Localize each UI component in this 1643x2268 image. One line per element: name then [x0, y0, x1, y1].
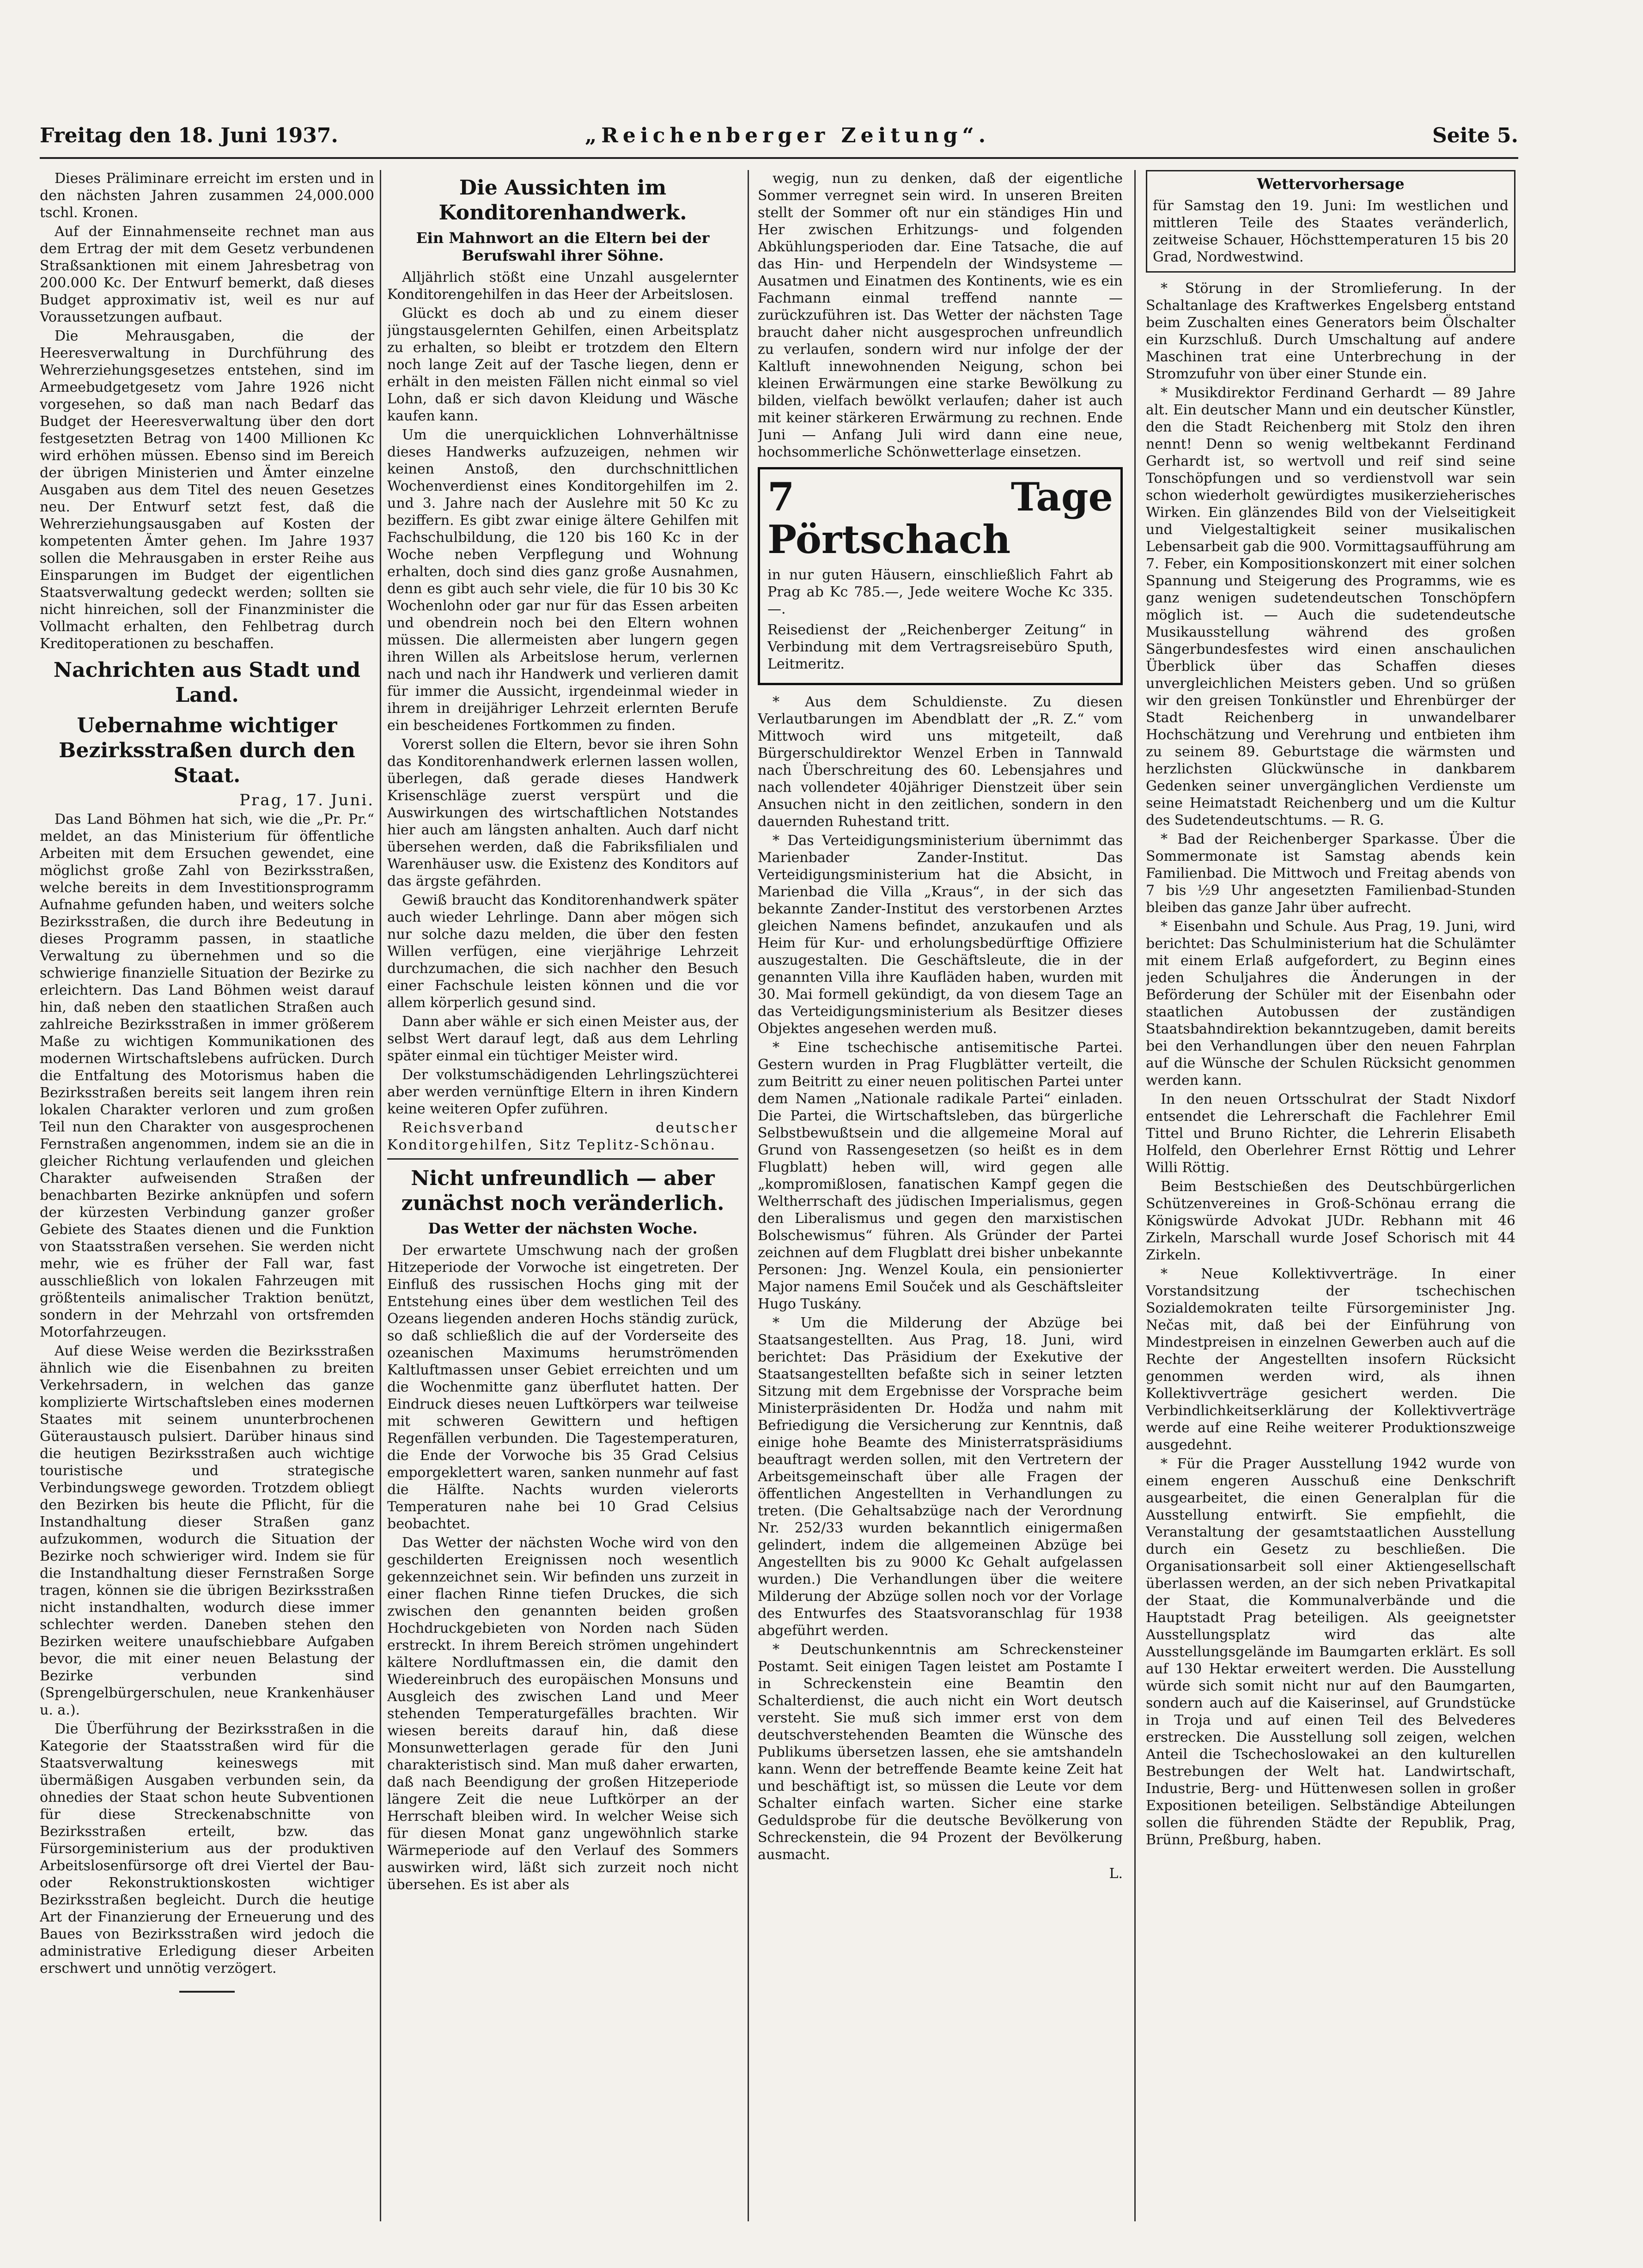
news-item: Beim Bestschießen des Deutschbürgerlichen Schützenvereines in Groß-Schönau errang die Königswürde Advokat JUDr. Rebhann mit 46 Zirkeln, Marschall wurde Josef Schorisch mit 44 Zirkeln.	[1146, 1179, 1515, 1263]
section-title: Nachrichten aus Stadt und Land.	[53, 658, 361, 707]
budget-paragraph-2: Auf der Einnahmenseite rechnet man aus dem Ertrag der mit dem Gesetz verbundenen Straßsanktionen mit einem Jahresbetrag von 200.000 Kc. Der Entwurf bemerkt, daß dieses Budget approximativ ist, weil es nur auf Voraussetzungen aufbaut.	[40, 224, 374, 325]
column-rule	[380, 170, 381, 2221]
ad-text: in nur guten Häusern, einschließlich Fahrt ab Prag ab Kc 785.—, Jede weitere Woche Kc 335.—.	[767, 567, 1113, 617]
end-separator	[179, 1991, 235, 1993]
article-headline: Uebernahme wichtiger Bezirksstraßen durch den Staat.	[59, 714, 355, 787]
newspaper-name: „Reichenberger Zeitung“.	[585, 124, 991, 147]
article-paragraph: Dann aber wähle er sich einen Meister aus, der selbst Wert darauf legt, daß aus dem Lehrling später einmal ein tüchtiger Meister wird.	[387, 1014, 738, 1064]
article-paragraph: Gewiß braucht das Konditorenhandwerk später auch wieder Lehrlinge. Dann aber mögen sich nur solche dazu melden, die über den festen Willen verfügen, eine vierjährige Lehrzeit durchzumachen, die sich nachher den Besuch einer Fachschule leisten können und die vor allem körperlich gesund sind.	[387, 892, 738, 1011]
ad-text: Reisedienst der „Reichenberger Zeitung“ in Verbindung mit dem Vertragsreisebüro Sputh, Leitmeritz.	[767, 622, 1113, 672]
article-paragraph: Um die unerquicklichen Lohnverhältnisse dieses Handwerks aufzuzeigen, nehmen wir keinen Anstoß, den durchschnittlichen Wochenverdienst eines Konditorgehilfen im 2. und 3. Jahre nach der Auslehre mit 50 Kc zu beziffern. Es gibt zwar einige ältere Gehilfen mit Fachschulbildung, die 120 bis 160 Kc in der Woche neben Verpflegung und Wohnung erhalten, doch sind dies ganz große Ausnahmen, denn es gibt auch sehr viele, die für 10 bis 30 Kc Wochenlohn oder gar nur für das Essen arbeiten und obendrein noch bei den Eltern wohnen müssen. Die allermeisten aber lungern gegen ihren Willen als Arbeitslose herum, verlernen nach und nach ihr Handwerk und verlieren damit für immer die Aussicht, irgendeinmal wieder in ihrem in dreijähriger Lehrzeit erlernten Berufe ein bescheidenes Fortkommen zu finden.	[387, 427, 738, 734]
header-rule	[40, 157, 1518, 159]
column-3	[758, 170, 1123, 2231]
news-item: * Eine tschechische antisemitische Partei. Gestern wurden in Prag Flugblätter verteilt, die zum Beitritt zu einer neuen politischen Partei unter dem Namen „Nationale radikale Partei“ einladen. Die Partei, die Wirtschaftsleben, das bürgerliche Selbstbewußtsein und die allgemeine Moral auf Grund von Rassengesetzen (so heißt es in dem Flugblatt) heben will, wird gegen alle „kompromißlosen, fanatischen Kampf gegen die Weltherrschaft des jüdischen Imperialismus, gegen den Liberalismus und gegen den marxistischen Bolschewismus“ führen. Als Gründer der Partei zeichnen auf dem Flugblatt drei bisher unbekannte Personen: Jng. Wenzel Koula, ein pensionierter Major namens Emil Souček und als Geschäftsleiter Hugo Tuskány.	[758, 1040, 1123, 1312]
page-header	[40, 124, 1518, 156]
budget-paragraph-3: Die Mehrausgaben, die der Heeresverwaltung in Durchführung des Wehrerziehungsgesetzes entstehen, sind im Armeebudgetgesetz vom Jahre 1926 nicht vorgesehen, so daß man nach Bedarf das Budget der Heeresverwaltung über den dort festgesetzten Betrag von 1400 Millionen Kc wird erhöhen müssen. Ebenso sind im Bereich der übrigen Ministerien und Ämter einzelne Ausgaben aus dem Titel des neuen Gesetzes neu. Der Entwurf setzt fest, daß die Wehrerziehungsausgaben auf Kosten der kompetenten Ämter gehen. Im Jahre 1937 sollen die Mehrausgaben in erster Reihe aus Einsparungen im Budget der eigentlichen Staatsverwaltung gedeckt werden; sollten sie nicht hinreichen, soll der Finanzminister die Vollmacht erhalten, den Fehlbetrag durch Kreditoperationen zu beschaffen.	[40, 328, 374, 652]
weather-continuation: wegig, nun zu denken, daß der eigentliche Sommer verregnet sein wird. In unseren Breiten stellt der Sommer oft nur ein ständiges Hin und Her zwischen Erhitzungs- und folgenden Abkühlungsperioden dar. Eine Tatsache, die auf das Hin- und Herpendeln der Windsysteme — Ausatmen und Einatmen des Kontinents, wie es ein Fachmann einmal treffend nannte — zurückzuführen ist. Das Wetter der nächsten Tage braucht daher nicht ausgesprochen unfreundlich zu verlaufen, sondern wird nur infolge der der Kaltluft innewohnenden Neigung, schon bei kleinen Erwärmungen eine starke Bewölkung zu bilden, vielfach bewölkt verlaufen; daher ist auch mit keiner stärkeren Erwärmung zu rechnen. Ende Juni — Anfang Juli wird dann eine neue, hochsommerliche Schönwetterlage einsetzen.	[758, 170, 1123, 460]
column-rule	[1134, 170, 1136, 2221]
column-rule	[748, 170, 749, 2221]
article-subhead: Ein Mahnwort an die Eltern bei der Berufswahl ihrer Söhne.	[416, 229, 710, 264]
news-item: * Musikdirektor Ferdinand Gerhardt — 89 Jahre alt. Ein deutscher Mann und ein deutscher Künstler, den die Stadt Reichenberg mit Stolz den ihren nennt! Denn so wenig weltbekannt Ferdinand Gerhardt ist, so wertvoll und reif sind seine Tonschöpfungen und so verdienstvoll war sein schon wiederholt gewürdigtes musikerzieherisches Wirken. Ein glänzendes Bild von der Vielseitigkeit und Vielgestaltigkeit seiner musikalischen Lebensarbeit gab die 900. Vormittagsaufführung am 7. Feber, ein Kompositionskonzert mit einer solchen Spannung und Steigerung des Programms, wie es ganz wenigen sudetendeutschen Tonschöpfern möglich ist. — Auch die sudetendeutsche Musikausstellung während des großen Sängerbundesfestes wird einen anschaulichen Überblick über das Schaffen dieses unvergleichlichen Meisters geben. Und so grüßen wir den greisen Tonkünstler und Ehrenbürger der Stadt Reichenberg in unwandelbarer Hochschätzung und Verehrung und entbieten ihm zu seinem 89. Geburtstage die wärmsten und herzlichsten Glückwünsche in dankbarem Gedenken seiner unvergänglichen Verdienste um seine Heimatstadt Reichenberg und um die Kultur des Sudetendeutschtums. — R. G.	[1146, 385, 1515, 828]
weather-forecast-box	[1146, 170, 1515, 273]
news-item: * Das Verteidigungsministerium übernimmt das Marienbader Zander-Institut. Das Verteidigungsministerium hat die Absicht, in Marienbad die Villa „Kraus“, in der sich das bekannte Zander-Institut des verstorbenen Arztes gleichen Namens befindet, anzukaufen und als Heim für Kur- und erholungsbedürftige Offiziere auszugestalten. Die Geschäftsleute, die in der genannten Villa ihre Kaufläden haben, wurden mit 30. Mai formell gekündigt, da von diesem Tage an das Verteidigungsministerium als Besitzer dieses Objektes angesehen werden muß.	[758, 833, 1123, 1037]
article-paragraph-2: Auf diese Weise werden die Bezirksstraßen ähnlich wie die Eisenbahnen zu breiten Verkehrsadern, in welchen das ganze komplizierte Wirtschaftsleben eines modernen Staates mit seinem ununterbrochenen Güteraustausch pulsiert. Darüber hinaus sind die heutigen Bezirksstraßen auch wichtige touristische und strategische Verbindungswege geworden. Trotzdem obliegt den Bezirken bis heute die Pflicht, für die Instandhaltung dieser Straßen ganz aufzukommen, wodurch die Situation der Bezirke noch schwieriger wird. Indem sie für die Instandhaltung dieser Fernstraßen Sorge tragen, können sie die übrigen Bezirksstraßen nicht instandhalten, wodurch diese immer schlechter werden. Daneben stehen den Bezirken weitere unaufschiebbare Aufgaben bevor, die mit einer neuen Belastung der Bezirke verbunden sind (Sprengelbürgerschulen, neue Krankenhäuser u. a.).	[40, 1343, 374, 1718]
column-2	[387, 170, 738, 2231]
news-item: * Deutschunkenntnis am Schreckensteiner Postamt. Seit einigen Tagen leistet am Postamte I in Schreckenstein eine Beamtin den Schalterdienst, die auch nicht ein Wort deutsch versteht. Sie muß sich immer erst von dem deutschverstehenden Beamten die Wünsche des Publikums übersetzen lassen, ehe sie amtshandeln kann. Wenn der betreffende Beamte keine Zeit hat und beschäftigt ist, so müssen die Leute vor dem Schalter einfach warten. Sicher eine starke Geduldsprobe für die deutsche Bevölkerung von Schreckenstein, die 94 Prozent der Bevölkerung ausmacht.	[758, 1642, 1123, 1863]
news-item: * Eisenbahn und Schule. Aus Prag, 19. Juni, wird berichtet: Das Schulministerium hat die Schulämter mit einem Erlaß aufgefordert, zu Beginn eines jeden Schuljahres die Änderungen in der Beförderung der Schüler mit der Eisenbahn oder staatlichen Autobussen der zuständigen Staatsbahndirektion bekanntzugeben, damit bereits bei den Verhandlungen über den neuen Fahrplan auf die Wünsche der Schulen Rücksicht genommen werden kann.	[1146, 918, 1515, 1088]
news-item: * Bad der Reichenberger Sparkasse. Über die Sommermonate ist Samstag abends kein Familienbad. Die Mittwoch und Freitag abends von 7 bis ½9 Uhr angesetzten Familienbad-Stunden bleiben das ganze Jahr über aufrecht.	[1146, 831, 1515, 916]
news-item: * Neue Kollektivverträge. In einer Vorstandsitzung der tschechischen Sozialdemokraten teilte Fürsorgeminister Jng. Nečas mit, daß bei der Einführung von Mindestpreisen in einzelnen Gewerben auch auf die Rechte der Angestellten insofern Rücksicht genommen werden wird, als ihnen Kollektivverträge gesichert werden. Die Verbindlichkeitserklärung der Kollektivverträge werde auf eine Reihe weiterer Produktionszweige ausgedehnt.	[1146, 1266, 1515, 1453]
news-item: * Um die Milderung der Abzüge bei Staatsangestellten. Aus Prag, 18. Juni, wird berichtet: Das Präsidium der Exekutive der Staatsangestellten befaßte sich in seiner letzten Sitzung mit dem Ergebnisse der Vorsprache beim Ministerpräsidenten Dr. Hodža und nahm mit Befriedigung die Versicherung zur Kenntnis, daß einige hohe Beamte des Ministerratspräsidiums beauftragt werden sollen, mit den Vertretern der Arbeitsgemeinschaft über alle Fragen der öffentlichen Angestellten in Verhandlungen zu treten. (Die Gehaltsabzüge nach der Verordnung Nr. 252/33 wurden bekanntlich einigermaßen gelindert, indem die allgemeinen Abzüge bei Angestellten bis zu 9000 Kc Gehalt aufgelassen wurden.) Die Verhandlungen über die weitere Milderung der Abzüge sollen noch vor der Vorlage des Entwurfes des Staatsvoranschlag für 1938 abgeführt werden.	[758, 1315, 1123, 1639]
issue-date: Freitag den 18. Juni 1937.	[40, 124, 338, 147]
article-headline: Die Aussichten im Konditorenhandwerk.	[438, 176, 687, 225]
article-paragraph: Der volkstumschädigenden Lehrlingszüchterei aber werden vernünftige Eltern in ihren Kindern keine weiteren Opfer zuführen.	[387, 1067, 738, 1117]
weather-headline: Nicht unfreundlich — aber zunächst noch veränderlich.	[401, 1167, 724, 1215]
page-number: Seite 5.	[1432, 124, 1518, 147]
author-mark: L.	[1109, 1866, 1123, 1882]
weather-forecast-text: für Samstag den 19. Juni: Im westlichen und mittleren Teile des Staates veränderlich, zeitweise Schauer, Höchsttemperaturen 15 bis 20 Grad, Nordwestwind.	[1153, 198, 1509, 265]
weather-paragraph-1: Der erwartete Umschwung nach der großen Hitzeperiode der Vorwoche ist eingetreten. Der Einfluß des russischen Hochs ging mit der Entstehung eines über dem westlichen Teil des Ozeans liegenden anderen Hochs ständig zurück, so daß schließlich die auf der Vorderseite des ozeanischen Maximums herumströmenden Kaltluftmassen unser Gebiet erreichten und um die Wochenmitte ganz überflutet hatten. Der Eindruck dieses neuen Luftkörpers war teilweise mit schweren Gewittern und heftigen Regenfällen verbunden. Die Tagestemperaturen, die Ende der Vorwoche bis 35 Grad Celsius emporgeklettert waren, sanken nunmehr auf fast die Hälfte. Nachts wurden vielerorts Temperaturen nahe bei 10 Grad Celsius beobachtet.	[387, 1242, 738, 1532]
weather-forecast-title: Wettervorhersage	[1257, 175, 1405, 193]
weather-subhead: Das Wetter der nächsten Woche.	[428, 1220, 698, 1237]
column-1	[40, 170, 374, 2231]
column-4	[1146, 170, 1515, 2231]
article-signature: Reichsverband deutscher Konditorgehilfen, Sitz Teplitz-Schönau.	[387, 1120, 738, 1153]
ad-title: 7 Tage Pörtschach	[767, 474, 1113, 562]
dateline: Prag, 17. Juni.	[239, 791, 374, 809]
travel-advertisement	[758, 467, 1123, 685]
news-item: * Störung in der Stromlieferung. In der Schaltanlage des Kraftwerkes Engelsberg entstand beim Zuschalten eines Generators beim Ölschalter ein Kurzschluß. Durch Umschaltung auf andere Maschinen trat eine Unterbrechung in der Stromzufuhr von über einer Stunde ein.	[1146, 280, 1515, 382]
news-item: In den neuen Ortsschulrat der Stadt Nixdorf entsendet die Lehrerschaft die Fachlehrer Emil Tittel und Bruno Richter, die Lehrerin Elisabeth Holfeld, den Oberlehrer Ernst Röttig und Lehrer Willi Röttig.	[1146, 1091, 1515, 1176]
divider	[387, 1158, 738, 1160]
budget-paragraph-1: Dieses Präliminare erreicht im ersten und in den nächsten Jahren zusammen 24,000.000 tschl. Kronen.	[40, 170, 374, 221]
article-paragraph-1: Das Land Böhmen hat sich, wie die „Pr. Pr.“ meldet, an das Ministerium für öffentliche Arbeiten mit dem Ersuchen gewendet, eine möglichst große Zahl von Bezirksstraßen, welche bereits in dem Investitionsprogramm Aufnahme gefunden haben, und weiters solche Bezirksstraßen, die durch ihre Bedeutung in dieses Programm passen, in staatliche Verwaltung zu übernehmen und so die schwierige finanzielle Situation der Bezirke zu erleichtern. Das Land Böhmen weist darauf hin, daß neben den staatlichen Straßen auch zahlreiche Bezirksstraßen in immer größerem Maße zu wichtigen Kommunikationen des modernen Wirtschaftslebens aufrücken. Durch die Entfaltung des Motorismus haben die Bezirksstraßen bereits seit langem ihren rein lokalen Charakter verloren und zum großen Teil nun den Charakter von ausgesprochenen Fernstraßen angenommen, indem sie an die in gleicher Richtung verlaufenden und gleichen Charakter aufweisenden Straßen der benachbarten Bezirke anknüpfen und sofern der kürzesten Verbindung ganzer großer Gebiete des Staates dienen und die Funktion von Staatsstraßen versehen. Sie werden nicht mehr, wie es früher der Fall war, fast ausschließlich von lokalen Fahrzeugen mit größtenteils animalischer Traktion benützt, sondern in der Mehrzahl von ortsfremden Motorfahrzeugen.	[40, 811, 374, 1340]
article-paragraph: Vorerst sollen die Eltern, bevor sie ihren Sohn das Konditorenhandwerk erlernen lassen wollen, überlegen, daß gerade dieses Handwerk Krisenschläge zuerst verspürt und die Auswirkungen des wirtschaftlichen Notstandes hier auch am längsten anhalten. Auch darf nicht übersehen werden, daß die Fabriksfilialen und Warenhäuser usw. die Existenz des Konditors auf das ärgste gefährden.	[387, 736, 738, 889]
news-item: * Für die Prager Ausstellung 1942 wurde von einem engeren Ausschuß eine Denkschrift ausgearbeitet, die einen Generalplan für die Ausstellung entwirft. Sie empfiehlt, die Veranstaltung der gesamtstaatlichen Ausstellung durch ein Gesetz zu beschließen. Die Organisationsarbeit soll einer Aktiengesellschaft überlassen werden, an der sich neben Privatkapital der Staat, die Kommunalverbände und die Hauptstadt Prag beteiligen. Als geeignetster Ausstellungsplatz wird das alte Ausstellungsgelände im Baumgarten erklärt. Es soll auf 130 Hektar erweitert werden. Die Ausstellung würde sich somit nicht nur auf den Baumgarten, sondern auch auf die Kaiserinsel, auf Grundstücke in Troja und auf einen Teil des Belvederes erstrecken. Die Ausstellung soll zeigen, welchen Anteil die Tschechoslowakei an den kulturellen Bestrebungen der Welt hat. Landwirtschaft, Industrie, Berg- und Hüttenwesen sollen in großer Expositionen beteiligen. Selbständige Abteilungen sollen die führenden Städte der Republik, Prag, Brünn, Preßburg, haben.	[1146, 1456, 1515, 1848]
article-paragraph-3: Die Überführung der Bezirksstraßen in die Kategorie der Staatsstraßen wird für die Staatsverwaltung keineswegs mit übermäßigen Ausgaben verbunden sein, da ohnedies der Staat schon heute Subventionen für diese Streckenabschnitte von Bezirksstraßen erteilt, bzw. das Fürsorgeministerium aus der produktiven Arbeitslosenfürsorge oft drei Viertel der Bau- oder Rekonstruktionskosten wichtiger Bezirksstraßen begleicht. Durch die heutige Art der Finanzierung der Erneuerung und des Baues von Bezirksstraßen wird jedoch die administrative Erledigung dieser Arbeiten erschwert und unnötig verzögert.	[40, 1721, 374, 1976]
article-paragraph: Alljährlich stößt eine Unzahl ausgelernter Konditorengehilfen in das Heer der Arbeitslosen.	[387, 269, 738, 303]
article-paragraph: Glückt es doch ab und zu einem dieser jüngstausgelernten Gehilfen, einen Arbeitsplatz zu erhalten, so bleibt er trotzdem den Eltern noch lange Zeit auf der Tasche liegen, denn er erhält in den meisten Fällen nicht einmal so viel Lohn, daß er sich davon Kleidung und Wäsche kaufen kann.	[387, 305, 738, 424]
weather-paragraph-2: Das Wetter der nächsten Woche wird von den geschilderten Ereignissen noch wesentlich gekennzeichnet sein. Wir befinden uns zurzeit in einer flachen Rinne tiefen Druckes, die sich zwischen den genannten beiden großen Hochdruckgebieten von Norden nach Süden erstreckt. In ihrem Bereich strömen ungehindert kältere Nordluftmassen ein, die damit den Wiedereinbruch des europäischen Monsuns und Ausgleich des zwischen Land und Meer stehenden Temperaturgefälles brachten. Wir wiesen bereits darauf hin, daß diese Monsunwetterlagen gerade für den Juni charakteristisch sind. Man muß daher erwarten, daß nach Beendigung der großen Hitzeperiode längere Zeit die neue Luftkörper an der Herrschaft bleiben wird. In welcher Weise sich für diesen Monat ganz ungewöhnlich starke Wärmeperiode auf den Verlauf des Sommers auswirken wird, läßt sich zurzeit noch nicht übersehen. Es ist aber als	[387, 1535, 738, 1893]
news-item: * Aus dem Schuldienste. Zu diesen Verlautbarungen im Abendblatt der „R. Z.“ vom Mittwoch wird uns mitgeteilt, daß Bürgerschuldirektor Wenzel Erben in Tannwald nach Überschreitung des 60. Lebensjahres und nach vollendeter 40jähriger Dienstzeit über sein Ansuchen nicht in den zeitlichen, sondern in den dauernden Ruhestand tritt.	[758, 694, 1123, 830]
